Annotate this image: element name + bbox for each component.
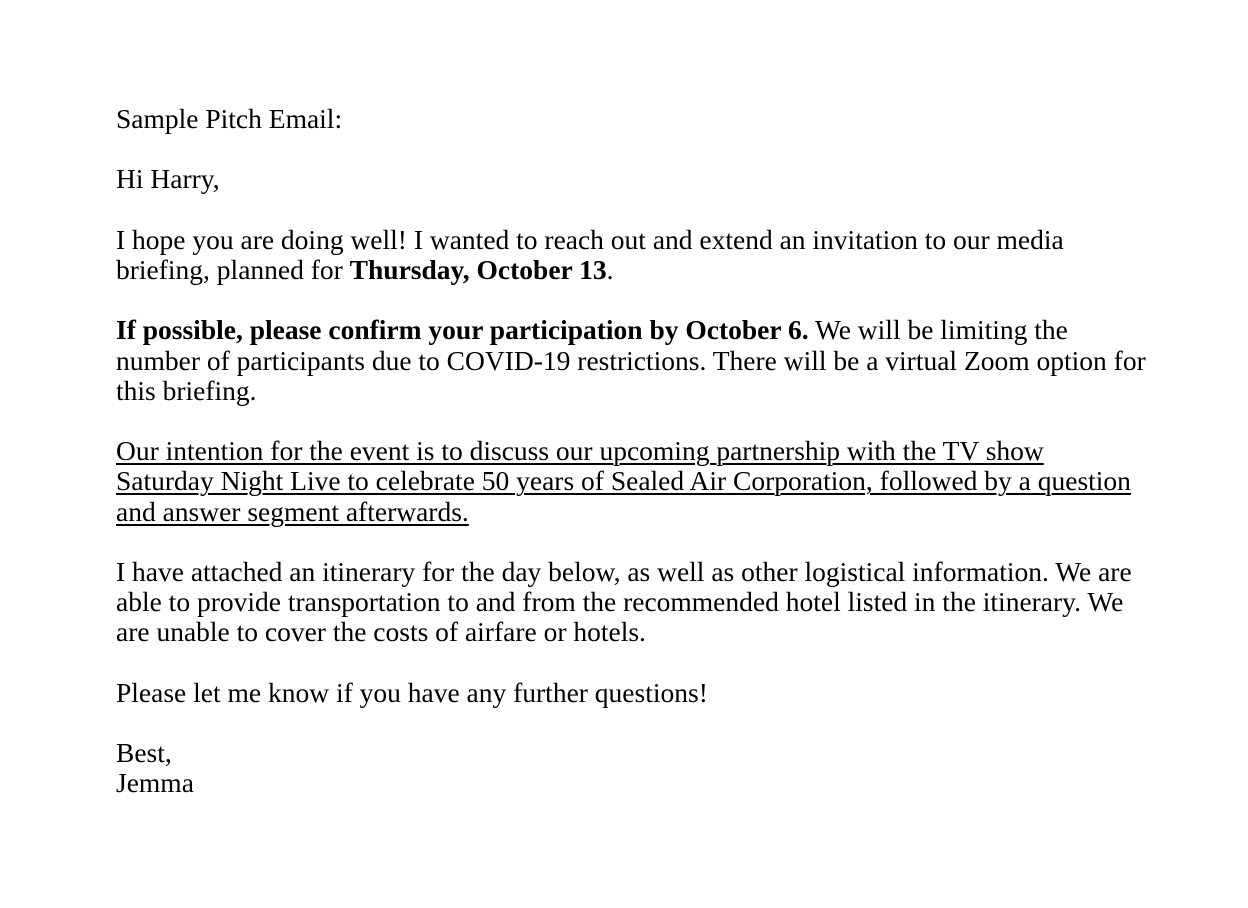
signature: Jemma [116,767,194,799]
confirmation-text: We will be limiting the number of participants due to COVID-19 restrictions. There will be a virtual Zoom option for this briefing. [116,314,1146,406]
closing: Best, [116,737,172,769]
greeting: Hi Harry, [116,163,220,195]
invitation-end: . [606,253,614,285]
signoff [116,738,1146,798]
paragraph-questions: Please let me know if you have any further questions! [116,676,708,708]
invitation-text: I hope you are doing well! I wanted to reach out and extend an invitation to our media briefing, planned for [116,223,1064,285]
paragraph-confirmation [116,315,1146,406]
email-body [116,104,1146,799]
document-heading: Sample Pitch Email: [116,103,343,134]
briefing-date: Thursday, October 13 [349,253,607,285]
intention-text: Our intention for the event is to discuss our upcoming partnership with the TV show Saturday Night Live to celebrate 50 years of Sealed Air Corporation, followed by a question and answer segment afterwards. [116,435,1131,527]
confirmation-deadline: If possible, please confirm your participation by October 6. [116,314,809,346]
paragraph-itinerary: I have attached an itinerary for the day below, as well as other logistical information. We are able to provide transportation to and from the recommended hotel listed in the itinerary. We are unable to cover the costs of airfare or hotels. [116,555,1132,648]
paragraph-invitation [116,225,1146,285]
paragraph-intention [116,436,1146,527]
